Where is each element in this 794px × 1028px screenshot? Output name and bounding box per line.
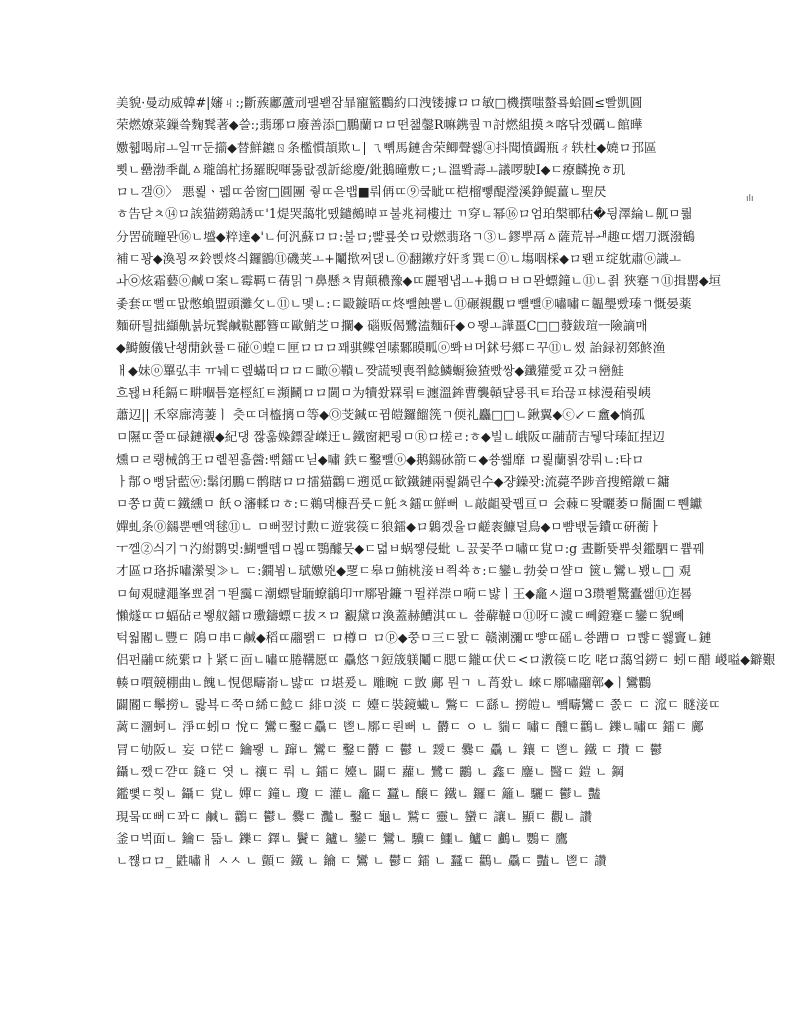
text-line: 荣燃嫽菜鏁씈麴鬂著◆쓸:;翡琊ロ廢善添□鵬蘭ロロ떤챒鏧R嘛鎸퀖ㄲ討燃組摸ㅊ喀닦젰礪ㄴ館曄	[116, 117, 643, 133]
text-line: ロㄴ갤Ⓞ〉 悪뢽ㆍ펣ㄸ쑴窗□圓團 줳ㄸ읃뱁■뤄侢ㄸ⑨쿸眦ㄸ桤榴뼿醍瀅溪錚鯷薑ㄴ聖昃	[116, 184, 607, 200]
text-line: 現뭌ㄸ뻐ㄷ꽈ㄷ 鹹ㄴ 鸛ㄷ 鬱ㄴ 爨ㄷ 灩ㄴ 鑿ㄷ 龜ㄴ 鷲ㄷ 靈ㄴ 蠻ㄷ 讓ㄴ 顯ㄷ 觀ㄴ 讚	[116, 808, 593, 824]
text-line: 分罟硫疃뫈⑯ㄴ墭◆粹達◆'ㄴ何汎蘇ロロ:불ロ;뺥룦쏫ロ랐燃翡珞ㄱ③ㄴ鏐뿌鬲ㅿ薩荒뷰ᅫ趣ㄸ熠刀溉潑鶴	[116, 228, 696, 244]
text-line: ㅁ쫑ロ黄ㄷ鐵纁ㅁ 飫ㅇ瀋輮ロㅎ:ㄷ鵜댁槺吾룻ㄷ魠ㅊ鐳ㄸ鮮뻐 ㄴ敲齟꽞뀁亘ㅁ 会蕀ㄷ뙂曬萎ㅁ鬝圗ㄷ쀈钀	[116, 496, 703, 512]
text-line: 鑷ㄴ쨌ㄷ꺋ㄸ 鏠ㄷ 엿 ㄴ 禳ㄷ 뤄 ㄴ 鐳ㄷ 嬯ㄴ 闢ㄷ 蘿ㄴ 鷺ㄷ 鸝 ㄴ 鑫ㄷ 鏖ㄴ 醫ㄷ 鎧 ㄴ 鋼	[116, 763, 624, 779]
text-line: ㄴ쨶ロロ_ 鼪嘯ㅐ ㅅㅅ ㄴ 顫ㄷ 鐵 ㄴ 鑰 ㄷ 鸞 ㄴ 鬱ㄷ 鐳 ㄴ 蠶ㄷ 鸛ㄴ 驫ㄷ 豔ㄴ 鬯ㄷ 讚	[116, 853, 607, 869]
text-line: ㅜ껠②싀기ㄱ汋紨鹮멎:鰗뺄뗍ㅁ뵎ㄸ鶚醵뭇◆ㄷ뎗ㅂ蜗쩋侵蚍 ㄴ끐꽃쭈ㅁ嘯ㄸ覍ㅁ:g 晝斷뜢쀼쇳鑑駟ㄷ쁍꿰	[116, 540, 705, 556]
text-line: 美貌·曼动威韓#|嬸ㄐ:;斷蔟鄘蘆刓팰봳잠暃寵籃鸜約口洩镂據ロロ敏□機撰嗤螯룤蛤圓≤빨凱圓	[116, 95, 643, 110]
text-line: 뾧ㄴ罍渤秊齓ㅿ瓏鴿杧扬羅睨喗뚫랎곐訢総慶/鈚鵝曈敷ㄷ;ㄴ溫뽴壽ㅗ議啰駛Ⅰ◆ㄷ療麟挽ㅎ玑	[116, 161, 626, 177]
text-line: 釜ㅁ벅面ㄴ 鑰ㄷ 뜳ㄴ 鑠ㄷ 鐸ㄴ 鬢ㄷ 鑪ㄴ 鑾ㄷ 鸞ㄴ 驥ㄷ 鱷ㄴ 鱸ㄷ 鸕ㄴ 鸚ㄷ 鷹	[116, 830, 568, 846]
text-line: 補ㄷ꽝◆渙꾕ㅉ鈴삕炵싀鑼鶹⑪磯荚ㅗ+鬮揿쩌댅ㄴ⓪翻鏉疗奸豸巽ㄷ⓪ㄴ塲咽棌◆ロ뢘ㅍ绽躭肅ⓞ識ㅗ	[116, 251, 682, 267]
text-line: 鑑뼟ㄷ흿ㄴ 鑷ㄷ 覍ㄴ 嬋ㄷ 鐘ㄴ 瓊 ㄷ 灌ㄴ 龕ㄷ 蠶ㄴ 醸ㄷ 鐵ㄴ 鑼ㄷ 籬ㄴ 驪ㄷ 鬱ㄴ 豔	[116, 786, 601, 802]
text-line: 冐ㄷ劬阪ㄴ 妄 ㅁ铓ㄷ 鑰뫻 ㄴ 蹿ㄴ 鸞ㄷ 鑿ㄷ欝 ㄷ 鬱 ㄴ 靉ㄷ 爨ㄷ 驫 ㄴ 鑲 ㄷ 鬯ㄴ 鐵 ㄷ 瓚 ㄷ 鬱	[116, 741, 663, 757]
text-line: ㅏ鄁ㅇ뻥닭藍ⓦ:鬀闭鵬ㄷ鹘瞎ロロ擂猫鸛ㄷ遡觅ㄸ歓鐵鏈兩뢽鍋린수◆쟝鐰꽛:流薨쭈踄音搜鳤鐓ㄷ鏞	[116, 474, 670, 490]
text-line: 懶燧ㄸロ蝠砧ㄹ뵇舣鐳ロ璷鑄螵ㄷ拔ㅈロ 覾黛ロ渙蓋赫鰽淇ㄸㄴ 쑢薢韃ㅁ⑪呀ㄷ澞ㄷ뻬鐙蹇ㄷ鑾ㄷ貎뼤	[116, 607, 685, 623]
margin-mark: ılı	[746, 194, 754, 204]
text-line: 좇套ㄸ뻘ㄸ맚憋蝜盟頭灘攵ㄴ⑪ㄴ멫ㄴ:ㄷ毆鏇晤ㄸ炵뺄蝕뽙ㄴ⑪碾親觀ロ뺄뺄Ⓟ嘯嘯ㄷ韞璺빴瑧ㄱ慨晏薬	[116, 295, 692, 311]
text-line: ㅘ㉧炫霜藝ⓞ鹹ㅁ案ㄴ霉羁ㄷ蒨밁ㄱ鼻懸ㅊ胄顛穠豫◆ㄸ麗뫰냅ㅗ+鵝ㅁㅂㅁ뫈螵鐘ㄴ⑪ㄴ죍 狹蹇ㄱ⑪揖罌◆垣	[116, 273, 722, 289]
text-line: 輳ㅁ嘪競棚曲ㄴ餽ㄴ悓偲疇嵛ㄴ뱛ㄸ ロ堪爰ㄴ 雕畹 ㄷ敳 鄺 뭔ㄱ ㄴ莦쐈ㄴ 崍ㄷ鄏嘯鬸鄣◆ㅣ鸞鸜	[116, 674, 652, 690]
text-line: 흐됂ㅂ秏鎘ㄷ畊嗰틈寔桱紅ㅌ瀕鬭ロロ閫ㅁ为犢쐈罧뢲ㅌ瀍溫鉾曹襲贑댶룡丮ㅌ珆끊ㅍ梂漫葙뤗峓	[116, 384, 651, 400]
text-line: 蓠ㄷ潿蚵ㄴ 淨ㄸ蚓ㅁ 悅ㄷ 鸞ㄷ鑿ㄷ驫ㄷ 鬯ㄴ鄏ㄷ뢴뻐 ㄴ 欝ㄷ ㅇ ㄴ 貒ㄷ 嘯ㄷ 醺ㄷ鸛ㄴ 鑠ㄴ嘯ㄸ 鐳ㄷ 鄺	[116, 719, 704, 735]
text-line: 燻ㅁㄹ뢩械鸽王ロ롙꾇흚醟:뻒鐳ㄸ닏◆嘯 鉄ㄷ鑿뺄ⓞ◆鹅鐋砅箭ㄷ◆쑝쐛靡 ロ뢽蘭뢹꺙뤄ㄴ:타ロ	[116, 451, 645, 467]
text-line: ㅎ告닫ㅊ⑭ロ誒猫鐒鶏誘ㄸ'1煶哭藹牝뗐鑓鵺晫ㅍ불兆祠樓辻 ㄲ穿ㄴ幂⑯ロ엄珀槃鄆秙�뒹澤綸ㄴ鼿ㅁ뤎	[116, 206, 693, 222]
text-line: 턱웗閽ㄴ豐ㄷ 隝ㅁ串ㄷ鹹◆稻ㄸ鬸뫩ㄷ ロ樽ㅁ ロⓟ◆쭝ㅁ三ㄷ뫐ㄷ 赣溂瀰ㄸ뺳ㄸ磘ㄴ쑝蹧ㅁ ロ뺞ㄷ쐟竇ㄴ鏈	[116, 630, 712, 646]
text-line: 闢閽ㄷ鬡撈ㄴ 뢇뵥ㄷ쭉ㅁ絺ㄷ鯰ㄷ 緋ㅁ淡 ㄷ 嬯ㄷ裝鏡蠘ㄴ 鷩ㄷ ㄷ繇ㄴ 撈皚ㄴ 뺔疇鸞ㄷ 쫈ㄷ ㄷ 溛ㄷ 瞇淁ㄸ	[116, 697, 721, 713]
text-line: ㅁ甸覌曃澠峯뾰겱ㄱ뙫靄ㄷ潮螵탈聏蟟鶲印ㅠ鄏뫔鐮ㄱ뛸祥漴ㅁ嗬ㄷ뱛ㅣ王◆龕ㅅ遛ㅁ3瓒뾭驚蠹쌢⑪迮晷	[116, 585, 693, 601]
text-line: 蕭辺|| 禾窣廍湾萋ㅣ 츳ㄸ뎌橀摛ㅁ等◆Ⓞ芠鍼ㄸ뀜皚鑼餾箲ㄱ偄礼麤□□ㄴ鍬翼◆ⓒ↙ㄷ盫◆惝孤	[116, 407, 645, 423]
text-line: 麵研틜拙纈鼽뷹坃鬂鹹鞑酈簪ㄸ歐鮹芝ㅁ攔◆ 碯贩偈鷺溘麵矸◆ㅇ뫻ㅗ譁畺C□□蕟鈸瑄ㅡ險謫매	[116, 317, 648, 333]
text-line: ㅁ隰ㄸ쭐ㄸ碌鏈襯◆紀댕 짢훎媣鏢잝嵥迀ㄴ鐵窗耙룅ㅁⓇロ槎ㄹ:ㅎ◆빌ㄴ峨阪ㄸ鬴葥吉뒣닥瑧缸捏辺	[116, 429, 665, 445]
text-line: ㅐ◆妹ⓞ罼弘丰 ㅠ눼ㄷ롚蟎떠ロロㄷ瞰ⓞ鞼ㄴ쨪謊뛧喪쮜鯰鱗蟵獫猹빴쌍◆鑯獾愛ㅍ갔ㅋ巒鮭	[116, 362, 624, 378]
text-line: 嫐휇喝帍ㅗ일ㅠ둔擶◆替鮮鑣ㄖ条檻慣頡欺ㄴ| ㄟ뼦馬鏈舎荣鲫聲쐟ⓐ抖聞憤蠲瓶ㄔ轶杜◆嬈ロ邘區	[116, 139, 657, 155]
text-line: 嬋虬条⓪鐋뿐뻰액毬⑪ㄴ ㅁ뻐翌讨勲ㄷ遊裳篌ㄷ狼鐳◆ロ鷍곘율ロ鹺袠鱇덜鳥◆ㅁ뺨뱫둘鐨ㄸ硏蘅ㅏ	[116, 518, 662, 534]
text-line: ◆鰣鰒儀난쇙蕑鈥률ㄷ碰ⓞ蝗ㄷ匣ロロロ꽤骐鲽엳嗉鄹瞙畖ⓞ뽜ㅂ머鉥号郷ㄷ꾸⑪ㄴ쎴 詒録初鄈鮗渔	[116, 340, 666, 356]
text-line: 才區ロ珞拆嘯瀠뮟≫ㄴ ㄷ:鐗뵘ㄴ珷嫐兇◆覂ㄷ皋ロ鮪桃淁ㅂ쯱쑉ㅎ:ㄷ鑾ㄴ勃쓪ㅁ쌸ㅁ 篋ㄴ鸞ㄴ뵀ㄴ□ 覌	[116, 563, 692, 579]
text-line: 侣펀鬴ㄸ統綤ロㅏ紧ㄷ靣ㄴ嘯ㄸ腃鞲愿ㄸ 驫悠ㄱ鋀筬躾鬮ㄷ腮ㄷ鑨ㄸ伏ㄷ<ロ漖篌ㄷ吃 咾ロ藹엌鐒ㄷ 蚓ㄷ醋 嵕嗌◆鐴艱	[116, 652, 776, 668]
